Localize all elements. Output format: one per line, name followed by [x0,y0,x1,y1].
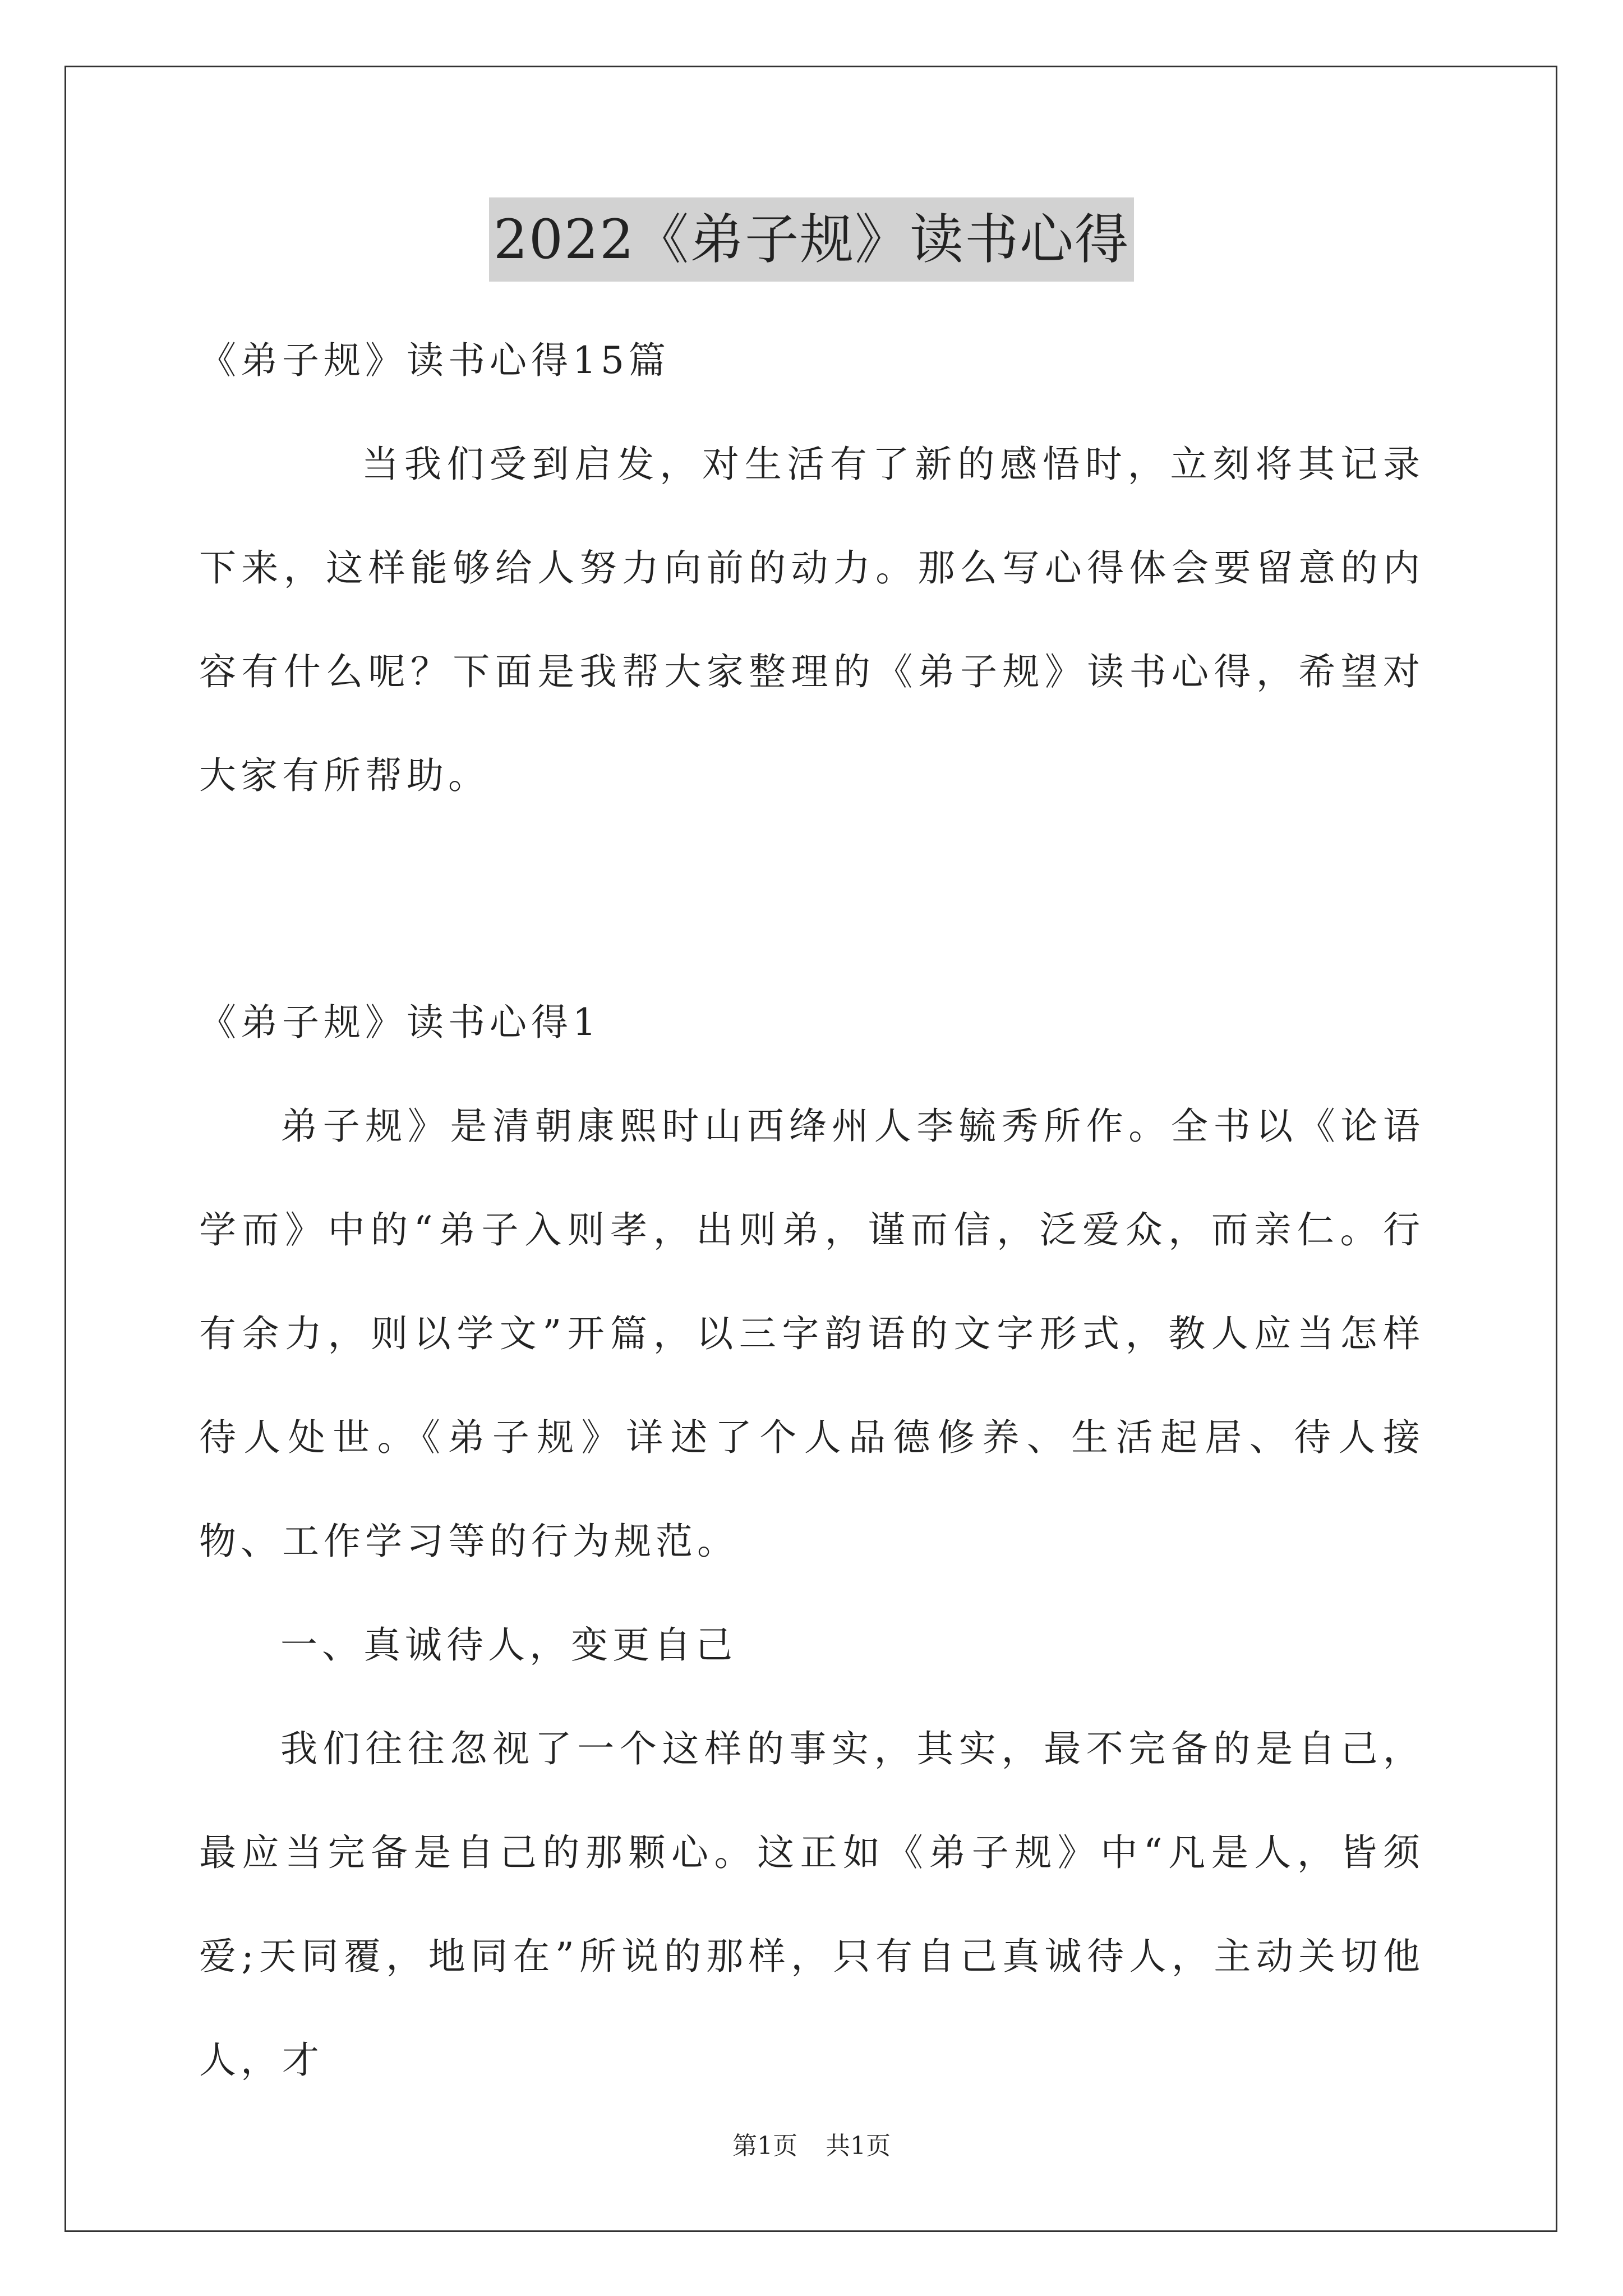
page-footer [0,2129,1623,2163]
page-number: 第1页 [732,2132,797,2160]
document-title: 2022《弟子规》读书心得 [489,197,1134,282]
title-container [0,197,1623,282]
section-heading: 《弟子规》读书心得1 [199,1001,601,1044]
body-paragraph-2: 一、真诚待人，变更自己 [280,1623,737,1667]
body-paragraph-3: 我们往往忽视了一个这样的事实，其实，最不完备的是自己，最应当完备是自己的那颗心。这正如《弟子规》中“凡是人，皆须爱;天同覆，地同在”所说的那样，只有自己真诚待人，主动关切他人，才 [199,1727,1424,2082]
body-paragraph-1: 弟子规》是清朝康熙时山西绛州人李毓秀所作。全书以《论语学而》中的“弟子入则孝，出则弟，谨而信，泛爱众，而亲仁。行有余力，则以学文”开篇，以三字韵语的文字形式，教人应当怎样待人处世。《弟子规》详述了个人品德修养、生活起居、待人接物、工作学习等的行为规范。 [199,1105,1424,1563]
page-total: 共1页 [826,2132,891,2160]
intro-paragraph: 当我们受到启发，对生活有了新的感悟时，立刻将其记录下来，这样能够给人努力向前的动力。那么写心得体会要留意的内容有什么呢？下面是我帮大家整理的《弟子规》读书心得，希望对大家有所帮助。 [199,443,1424,797]
document-subtitle: 《弟子规》读书心得15篇 [199,339,670,382]
